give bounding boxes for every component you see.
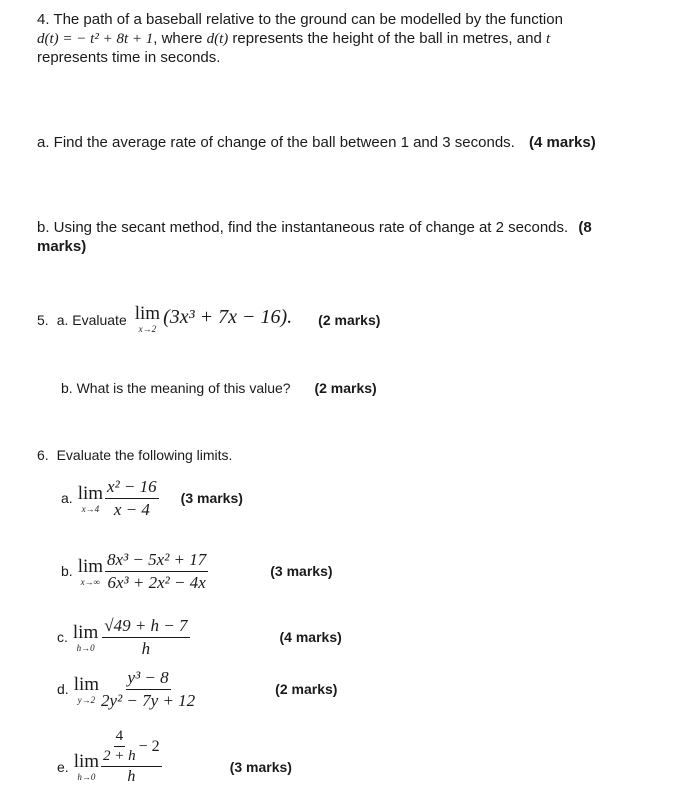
- q6e-inner-rest: − 2: [138, 737, 160, 755]
- q6d-label: d.: [57, 681, 69, 697]
- q5-part-a: [37, 302, 380, 334]
- q5-lim-subscript: x→2: [138, 324, 157, 334]
- q4-function-name: d(t): [206, 31, 229, 47]
- q6-part-b: [61, 550, 333, 593]
- q4-part-b-line1: [37, 218, 592, 237]
- q6-part-d: [57, 668, 337, 711]
- q5-part-b: [61, 379, 377, 398]
- q4-line2: [37, 29, 550, 49]
- q4-part-b-marks-end: marks): [37, 238, 87, 255]
- q4-part-a-text: a. Find the average rate of change of the ball between 1 and 3 seconds.: [37, 134, 515, 151]
- q6c-fraction: [102, 616, 189, 659]
- q6a-marks: (3 marks): [180, 490, 243, 506]
- q6c-lim-word: lim: [72, 621, 99, 643]
- q4-line3: represents time in seconds.: [37, 49, 221, 66]
- q6d-marks: (2 marks): [275, 681, 338, 697]
- q6a-fraction: [105, 477, 159, 520]
- q4-function-expression: d(t) = − t² + 8t + 1: [37, 31, 154, 47]
- q6-part-a: [61, 477, 243, 520]
- q5-limit: [135, 304, 160, 334]
- q6e-lim-word: lim: [73, 751, 100, 772]
- q5-part-a-label: a. Evaluate: [56, 312, 127, 328]
- q6e-lim-subscript: h→0: [77, 772, 96, 782]
- q4-part-b-text: b. Using the secant method, find the instantaneous rate of change at 2 seconds.: [37, 219, 569, 236]
- q6b-label: b.: [61, 563, 73, 579]
- q4-number: 4.: [37, 11, 50, 28]
- q6c-label: c.: [57, 629, 68, 645]
- q6b-denominator: 6x³ + 2x² − 4x: [107, 573, 206, 592]
- q6d-lim-subscript: y→2: [77, 694, 96, 705]
- q5-part-b-marks: (2 marks): [314, 380, 377, 396]
- q6c-denominator: h: [141, 639, 151, 658]
- q6e-inner-numerator: 4: [114, 728, 126, 747]
- q6c-lim-subscript: h→0: [76, 642, 95, 653]
- q6b-fraction: [105, 550, 208, 593]
- q6e-fraction: [101, 728, 162, 786]
- q5-part-a-marks: (2 marks): [318, 312, 381, 328]
- q6-part-c: [57, 616, 342, 659]
- q6-number: 6.: [37, 447, 49, 463]
- q6d-lim-word: lim: [73, 673, 100, 695]
- q6-intro: Evaluate the following limits.: [56, 447, 233, 463]
- q4-intro-text: The path of a baseball relative to the ground can be modelled by the function: [53, 11, 563, 28]
- q5-part-b-text: b. What is the meaning of this value?: [61, 380, 291, 396]
- q6e-inner-denominator: 2 + h: [103, 748, 136, 764]
- q6d-denominator: 2y² − 7y + 12: [101, 691, 196, 710]
- q4-part-a-marks: (4 marks): [529, 134, 596, 151]
- q6e-marks: (3 marks): [229, 758, 292, 775]
- q4-variable-t: t: [545, 31, 551, 47]
- q6a-lim-subscript: x→4: [81, 503, 100, 514]
- q6e-numerator: [101, 728, 162, 767]
- q6e-inner-fraction: [103, 728, 136, 765]
- q4-line2-where: , where: [153, 30, 207, 47]
- q6-heading: [37, 446, 232, 465]
- q6a-limit: [78, 484, 103, 514]
- q6d-fraction: [101, 668, 195, 711]
- q4-line1: [37, 10, 563, 29]
- q6c-numerator: √49 + h − 7: [102, 616, 189, 638]
- q5-lim-word: lim: [134, 303, 161, 324]
- q4-part-a: [37, 133, 596, 152]
- q6b-lim-subscript: x→∞: [80, 576, 101, 587]
- q6b-numerator: 8x³ − 5x² + 17: [105, 550, 208, 572]
- q6d-numerator: y³ − 8: [126, 668, 171, 690]
- q6a-numerator: x² − 16: [105, 477, 159, 499]
- q6e-denominator: h: [127, 768, 136, 785]
- q6a-label: a.: [61, 490, 73, 506]
- q4-line2-rest: represents the height of the ball in metres, and: [228, 30, 546, 47]
- q6b-limit: [78, 557, 103, 587]
- q6-part-e: [57, 728, 292, 786]
- q6b-lim-word: lim: [77, 555, 104, 577]
- q6e-limit: [74, 752, 99, 782]
- q4-part-b-marks-start: (8: [578, 219, 592, 236]
- q6a-denominator: x − 4: [113, 500, 150, 519]
- q6a-lim-word: lim: [77, 482, 104, 504]
- q6c-limit: [73, 623, 98, 653]
- q5-expression: (3x³ + 7x − 16).: [163, 306, 293, 328]
- q5-number: 5.: [37, 312, 49, 328]
- q6c-marks: (4 marks): [279, 629, 342, 645]
- q6d-limit: [74, 675, 99, 705]
- q6b-marks: (3 marks): [270, 563, 333, 579]
- q6e-label: e.: [57, 758, 69, 775]
